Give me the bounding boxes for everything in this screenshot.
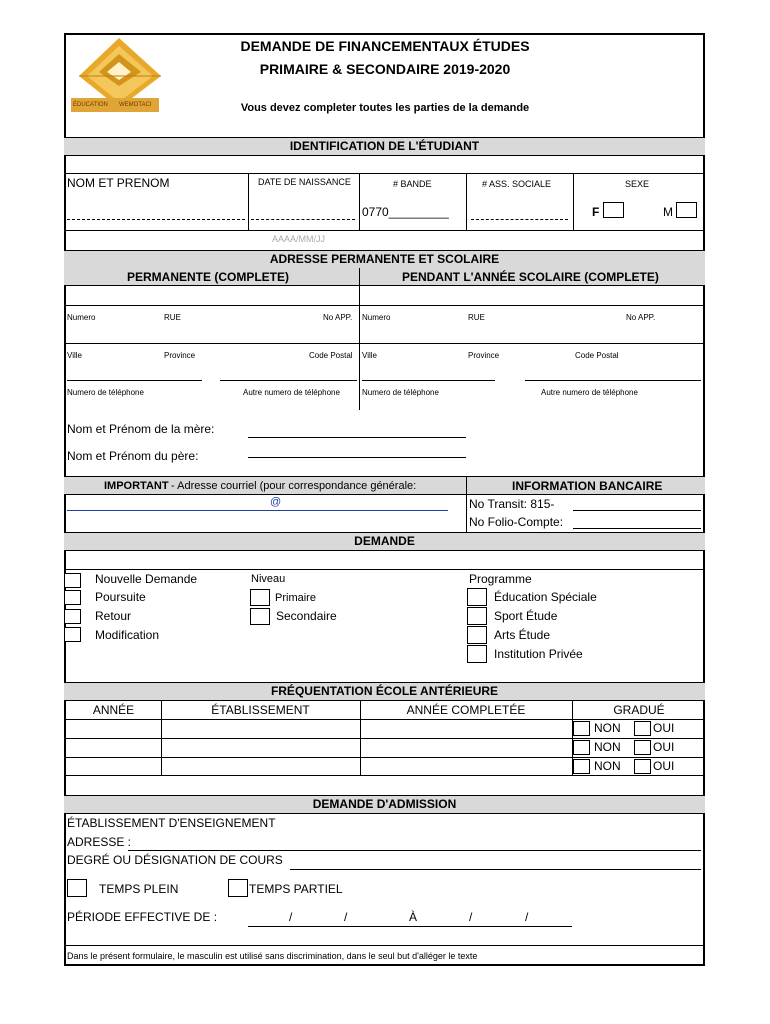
school-numero-label: Numero (362, 313, 391, 322)
perm-ville-label: Ville (67, 351, 82, 360)
email-field[interactable] (67, 510, 448, 511)
niveau-primaire-checkbox[interactable] (250, 589, 270, 606)
school-other-phone-label: Autre numero de téléphone (541, 388, 638, 397)
prog-sport-label: Sport Étude (494, 609, 558, 623)
section-identification-title: IDENTIFICATION DE L'ÉTUDIANT (289, 139, 480, 153)
prog-arts-checkbox[interactable] (467, 626, 487, 644)
logo (69, 36, 169, 114)
section-demande (64, 532, 705, 551)
father-label: Nom et Prénom du père: (67, 449, 199, 463)
form-instruction: Vous devez completer toutes les parties de la demande (240, 102, 530, 114)
type-nouvelle-checkbox[interactable] (64, 573, 81, 588)
sex-m-label: M (663, 205, 673, 219)
perm-phone-label: Numero de téléphone (67, 388, 144, 397)
perm-rue-label: RUE (164, 313, 181, 322)
band-label: # BANDE (393, 179, 432, 189)
name-label: NOM ET PRENOM (67, 176, 170, 190)
ssn-field[interactable] (471, 219, 568, 220)
row1-oui-label: OUI (653, 721, 675, 735)
adresse-field[interactable] (128, 850, 701, 851)
type-poursuite-label: Poursuite (95, 590, 146, 604)
type-retour-checkbox[interactable] (64, 609, 81, 624)
form-title-line2: PRIMAIRE & SECONDAIRE 2019-2020 (259, 61, 511, 77)
temps-partiel-checkbox[interactable] (228, 879, 248, 897)
periode-slash-4: / (525, 910, 529, 924)
prog-privee-checkbox[interactable] (467, 645, 487, 663)
ssn-label: # ASS. SOCIALE (482, 179, 552, 189)
dob-field[interactable] (251, 219, 355, 220)
perm-other-phone-label: Autre numero de téléphone (243, 388, 340, 397)
father-field[interactable] (248, 457, 466, 458)
periode-field[interactable] (248, 926, 572, 927)
prog-privee-label: Institution Privée (494, 647, 583, 661)
row1-non-label: NON (594, 721, 621, 735)
degre-label: DEGRÉ OU DÉSIGNATION DE COURS (67, 853, 283, 867)
section-frequentation (64, 682, 705, 701)
folio-field[interactable] (573, 528, 701, 529)
logo-right-text: WEMOTACI (119, 102, 152, 108)
row1-non-checkbox[interactable] (573, 721, 590, 736)
periode-a-label: À (409, 910, 418, 924)
section-address-title: ADRESSE PERMANENTE ET SCOLAIRE (269, 252, 500, 266)
col-annee-completee: ANNÉE COMPLETÉE (406, 703, 526, 717)
section-admission (64, 795, 705, 814)
niveau-label: Niveau (251, 573, 286, 585)
school-postal-label: Code Postal (575, 351, 619, 360)
school-other-phone-field[interactable] (525, 380, 701, 381)
transit-field[interactable] (573, 510, 701, 511)
temps-plein-checkbox[interactable] (67, 879, 87, 897)
etablissement-label: ÉTABLISSEMENT D'ENSEIGNEMENT (67, 816, 276, 830)
dob-label: DATE DE NAISSANCE (258, 177, 351, 187)
prog-arts-label: Arts Étude (494, 628, 551, 642)
row2-non-label: NON (594, 740, 621, 754)
perm-numero-label: Numero (67, 313, 96, 322)
periode-label: PÉRIODE EFFECTIVE DE : (67, 910, 218, 924)
footer-note: Dans le présent formulaire, le masculin est utilisé sans discrimination, dans le seul but d'alléger le texte (67, 951, 478, 961)
name-field[interactable] (67, 219, 245, 220)
row3-non-label: NON (594, 759, 621, 773)
periode-slash-3: / (469, 910, 473, 924)
periode-slash-2: / (344, 910, 348, 924)
sex-label: SEXE (625, 179, 650, 189)
type-modification-label: Modification (95, 628, 160, 642)
row1-oui-checkbox[interactable] (634, 721, 651, 736)
sex-f-label: F (592, 205, 600, 219)
form-title-line1: DEMANDE DE FINANCEMENTAUX ÉTUDES (240, 38, 530, 54)
prog-speciale-label: Éducation Spéciale (494, 590, 597, 604)
type-poursuite-checkbox[interactable] (64, 590, 81, 605)
mother-label: Nom et Prénom de la mère: (67, 422, 215, 436)
section-identification (64, 137, 705, 156)
bank-title: INFORMATION BANCAIRE (512, 479, 663, 493)
periode-slash-1: / (289, 910, 293, 924)
prog-speciale-checkbox[interactable] (467, 588, 487, 606)
row2-non-checkbox[interactable] (573, 740, 590, 755)
perm-noapp-label: No APP. (323, 313, 353, 322)
type-retour-label: Retour (95, 609, 132, 623)
permanent-title: PERMANENTE (COMPLETE) (127, 270, 289, 284)
perm-postal-label: Code Postal (309, 351, 353, 360)
perm-other-phone-field[interactable] (220, 380, 357, 381)
section-admission-title: DEMANDE D'ADMISSION (312, 797, 457, 811)
school-province-label: Province (468, 351, 500, 360)
prog-sport-checkbox[interactable] (467, 607, 487, 625)
col-etablissement: ÉTABLISSEMENT (211, 703, 310, 717)
section-contact (64, 476, 705, 495)
type-nouvelle-label: Nouvelle Demande (95, 572, 198, 586)
school-title: PENDANT L'ANNÉE SCOLAIRE (COMPLETE) (402, 270, 659, 284)
dob-format-hint: AAAA/MM/JJ (272, 234, 326, 244)
niveau-secondaire-checkbox[interactable] (250, 608, 270, 625)
school-phone-label: Numero de téléphone (362, 388, 439, 397)
logo-left-text: ÉDUCATION (73, 102, 108, 108)
row2-oui-label: OUI (653, 740, 675, 754)
row3-oui-checkbox[interactable] (634, 759, 651, 774)
band-field[interactable]: 0770_________ (362, 205, 449, 219)
school-phone-field[interactable] (362, 380, 495, 381)
email-at: @ (270, 496, 282, 508)
folio-label: No Folio-Compte: (469, 515, 564, 529)
sex-m-checkbox[interactable] (676, 202, 697, 218)
programme-label: Programme (469, 572, 532, 586)
col-gradue: GRADUÉ (613, 703, 665, 717)
sex-f-checkbox[interactable] (603, 202, 624, 218)
email-label: - Adresse courriel (pour correspondance générale: (171, 480, 417, 492)
section-frequentation-title: FRÉQUENTATION ÉCOLE ANTÉRIEURE (270, 684, 499, 698)
temps-plein-label: TEMPS PLEIN (99, 882, 179, 896)
degre-field[interactable] (290, 869, 701, 870)
adresse-label: ADRESSE : (67, 835, 132, 849)
row3-non-checkbox[interactable] (573, 759, 590, 774)
perm-phone-field[interactable] (67, 380, 202, 381)
transit-label: No Transit: 815- (469, 497, 555, 511)
temps-partiel-label: TEMPS PARTIEL (249, 882, 343, 896)
row3-oui-label: OUI (653, 759, 675, 773)
niveau-primaire-label: Primaire (275, 592, 316, 604)
row2-oui-checkbox[interactable] (634, 740, 651, 755)
type-modification-checkbox[interactable] (64, 627, 81, 642)
col-annee: ANNÉE (92, 703, 135, 717)
school-ville-label: Ville (362, 351, 377, 360)
perm-province-label: Province (164, 351, 196, 360)
mother-field[interactable] (248, 437, 466, 438)
niveau-secondaire-label: Secondaire (276, 609, 337, 623)
section-demande-title: DEMANDE (354, 534, 415, 548)
important-label: IMPORTANT (104, 480, 169, 492)
school-noapp-label: No APP. (626, 313, 656, 322)
school-rue-label: RUE (468, 313, 485, 322)
